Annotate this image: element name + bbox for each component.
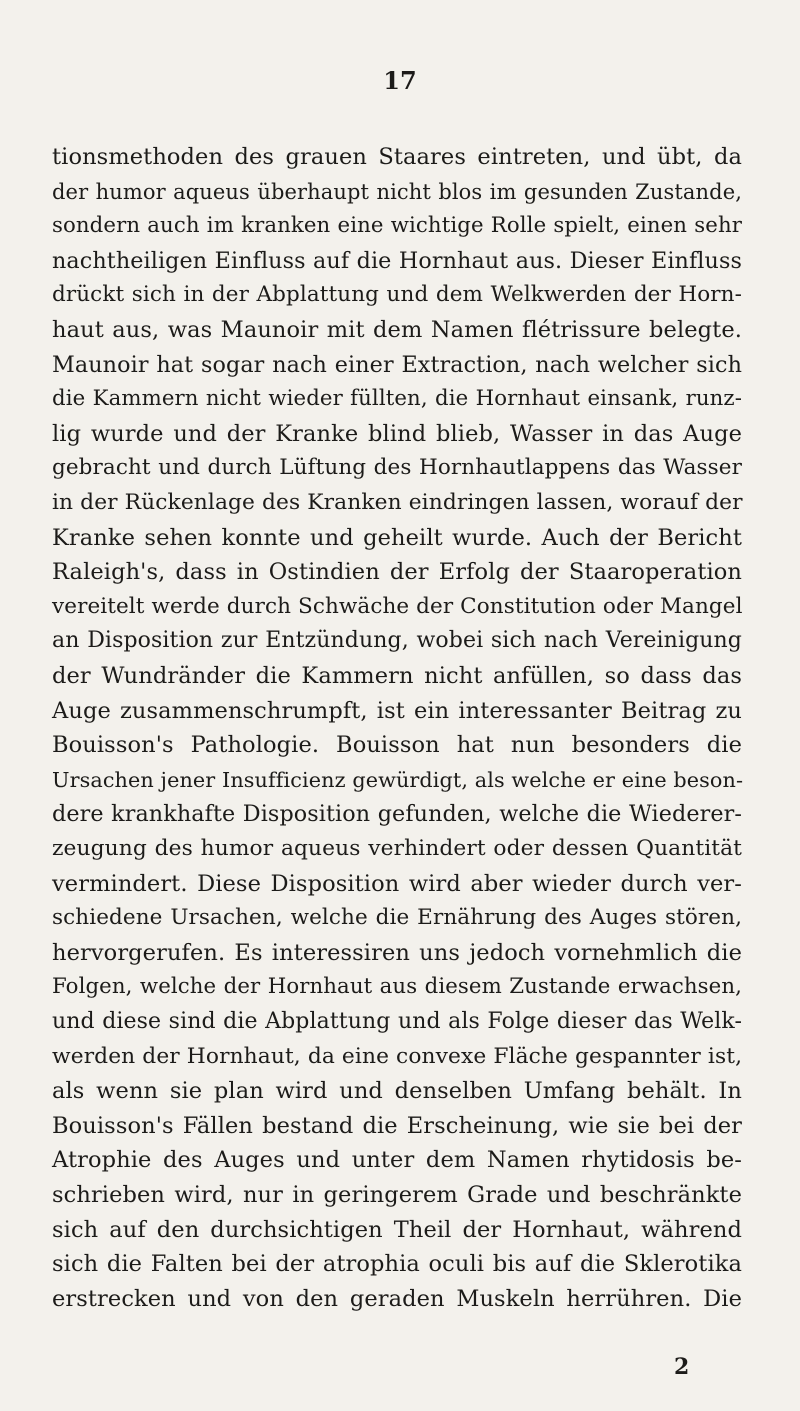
text-line: die Kammern nicht wieder füllten, die Hornhaut einsank, runz- (52, 386, 742, 412)
text-line: gebracht und durch Lüftung des Hornhautlappens das Wasser (52, 455, 742, 481)
text-line: Auge zusammenschrumpft, ist ein interessanter Beitrag zu (52, 697, 742, 724)
text-line: Bouisson's Pathologie. Bouisson hat nun besonders die (52, 732, 742, 759)
page-number: 17 (383, 66, 417, 95)
text-line: Kranke sehen konnte und geheilt wurde. Auch der Bericht (52, 524, 742, 551)
text-line: schrieben wird, nur in geringerem Grade und beschränkte (52, 1182, 742, 1208)
text-line: und diese sind die Abplattung und als Folge dieser das Welk- (52, 1009, 742, 1034)
text-line: an Disposition zur Entzündung, wobei sich nach Vereinigung (52, 628, 742, 654)
text-line: Bouisson's Fällen bestand die Erscheinung, wie sie bei der (52, 1112, 742, 1139)
text-line: tionsmethoden des grauen Staares eintreten, und übt, da (52, 144, 742, 170)
text-line: Folgen, welche der Hornhaut aus diesem Zustande erwachsen, (52, 974, 742, 1000)
text-line: Raleigh's, dass in Ostindien der Erfolg der Staaroperation (52, 559, 742, 586)
text-line: Ursachen jener Insufficienz gewürdigt, als welche er eine beson- (52, 767, 744, 792)
text-line: erstrecken und von den geraden Muskeln herrühren. Die (52, 1285, 742, 1312)
signature-mark: 2 (674, 1354, 690, 1380)
text-line: zeugung des humor aqueus verhindert oder dessen Quantität (52, 836, 742, 861)
text-line: sich auf den durchsichtigen Theil der Hornhaut, während (52, 1216, 742, 1243)
text-line: hervorgerufen. Es interessiren uns jedoch vornehmlich die (52, 939, 742, 966)
text-line: dere krankhafte Disposition gefunden, welche die Wiederer- (52, 801, 742, 828)
text-line: drückt sich in der Abplattung und dem Welkwerden der Horn- (52, 282, 742, 308)
text-line: haut aus, was Maunoir mit dem Namen flétrissure belegte. (52, 317, 742, 343)
text-line: vermindert. Diese Disposition wird aber wieder durch ver- (52, 870, 742, 897)
text-line: lig wurde und der Kranke blind blieb, Wasser in das Auge (52, 420, 742, 447)
text-line: werden der Hornhaut, da eine convexe Fläche gespannter ist, (52, 1043, 743, 1069)
text-line: der humor aqueus überhaupt nicht blos im gesunden Zustande, (52, 179, 742, 204)
text-line: Maunoir hat sogar nach einer Extraction, nach welcher sich (52, 351, 742, 378)
text-line: der Wundränder die Kammern nicht anfüllen, so dass das (52, 663, 742, 689)
text-line: in der Rückenlage des Kranken eindringen lassen, worauf der (52, 490, 743, 515)
text-line: sich die Falten bei der atrophia oculi bis auf die Sklerotika (52, 1251, 742, 1278)
text-line: schiedene Ursachen, welche die Ernährung des Auges stören, (52, 905, 742, 931)
text-line: Atrophie des Auges und unter dem Namen rhytidosis be- (52, 1147, 742, 1174)
text-line: sondern auch im kranken eine wichtige Rolle spielt, einen sehr (52, 213, 742, 239)
text-line: als wenn sie plan wird und denselben Umfang behält. In (52, 1078, 742, 1105)
text-line: vereitelt werde durch Schwäche der Constitution oder Mangel (52, 593, 743, 619)
text-line: nachtheiligen Einfluss auf die Hornhaut aus. Dieser Einfluss (52, 247, 742, 274)
